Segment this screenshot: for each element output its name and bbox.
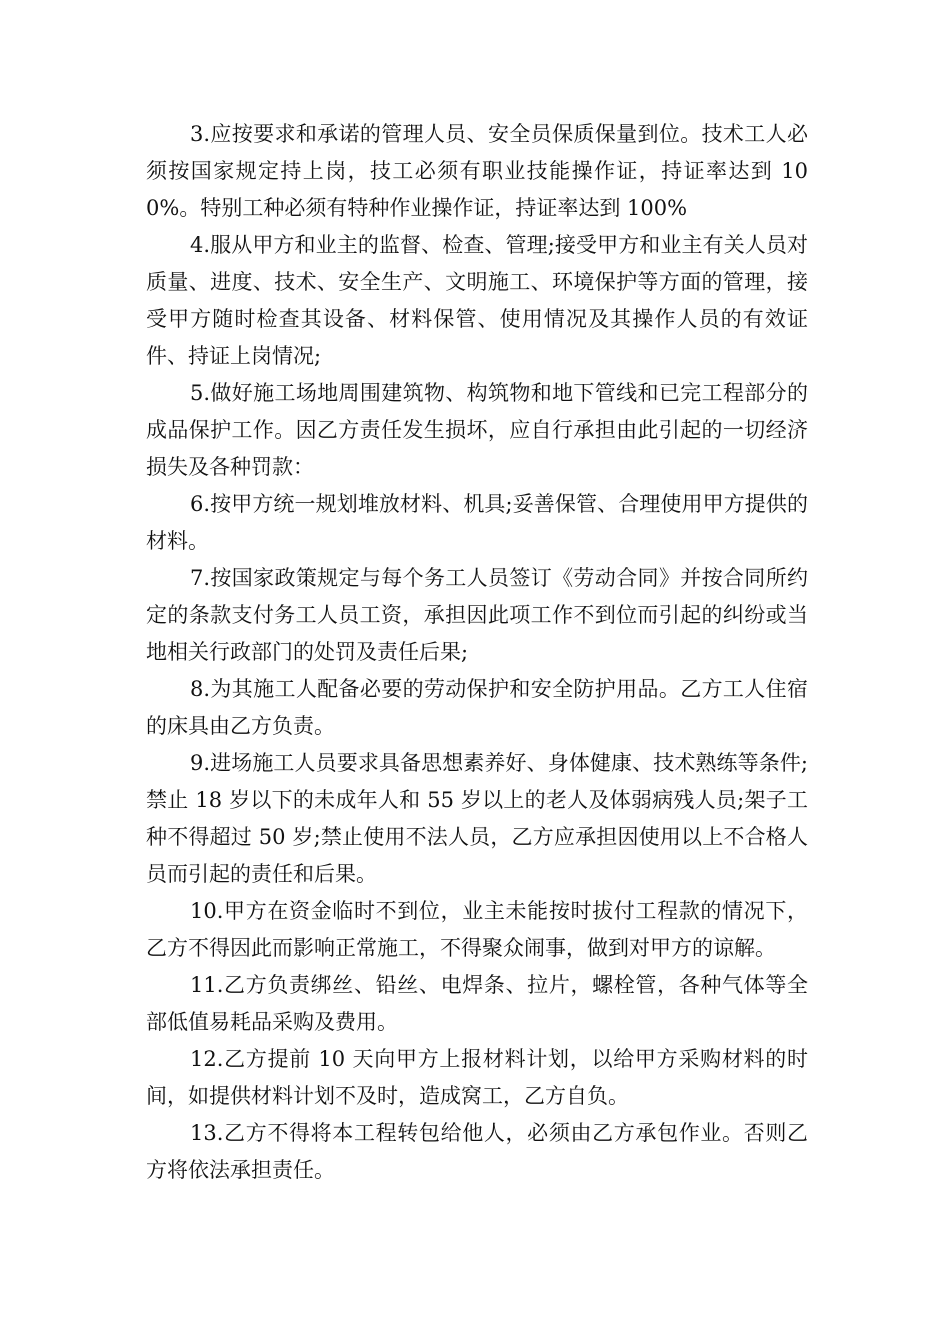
clause-13-paragraph: 13.乙方不得将本工程转包给他人，必须由乙方承包作业。否则乙方将依法承担责任。 xyxy=(146,1121,808,1182)
clause-11-paragraph: 11.乙方负责绑丝、铅丝、电焊条、拉片，螺栓管，各种气体等全部低值易耗品采购及费用。 xyxy=(146,973,808,1034)
clause-4-paragraph: 4.服从甲方和业主的监督、检查、管理;接受甲方和业主有关人员对质量、进度、技术、安全生产、文明施工、环境保护等方面的管理，接受甲方随时检查其设备、材料保管、使用情况及其操作人员的有效证件、持证上岗情况; xyxy=(146,233,808,368)
clause-5-paragraph: 5.做好施工场地周围建筑物、构筑物和地下管线和已完工程部分的成品保护工作。因乙方责任发生损坏，应自行承担由此引起的一切经济损失及各种罚款： xyxy=(146,381,808,479)
clause-9-paragraph: 9.进场施工人员要求具备思想素养好、身体健康、技术熟练等条件;禁止 18 岁以下的未成年人和 55 岁以上的老人及体弱病残人员;架子工种不得超过 50 岁;禁止使用不法人员，乙方应承担因使用以上不合格人员而引起的责任和后果。 xyxy=(146,751,808,886)
clause-6-paragraph: 6.按甲方统一规划堆放材料、机具;妥善保管、合理使用甲方提供的材料。 xyxy=(146,492,808,553)
clause-12-paragraph: 12.乙方提前 10 天向甲方上报材料计划，以给甲方采购材料的时间，如提供材料计划不及时，造成窝工，乙方自负。 xyxy=(146,1047,808,1108)
clause-3-paragraph: 3.应按要求和承诺的管理人员、安全员保质保量到位。技术工人必须按国家规定持上岗，技工必须有职业技能操作证，持证率达到 100%。特别工种必须有特种作业操作证，持证率达到 100% xyxy=(146,122,808,220)
clause-10-paragraph: 10.甲方在资金临时不到位，业主未能按时拔付工程款的情况下，乙方不得因此而影响正常施工，不得聚众闹事，做到对甲方的谅解。 xyxy=(146,899,808,960)
clause-7-paragraph: 7.按国家政策规定与每个务工人员签订《劳动合同》并按合同所约定的条款支付务工人员工资，承担因此项工作不到位而引起的纠纷或当地相关行政部门的处罚及责任后果; xyxy=(146,566,808,664)
clause-8-paragraph: 8.为其施工人配备必要的劳动保护和安全防护用品。乙方工人住宿的床具由乙方负责。 xyxy=(146,677,808,738)
document-body xyxy=(146,116,808,1189)
